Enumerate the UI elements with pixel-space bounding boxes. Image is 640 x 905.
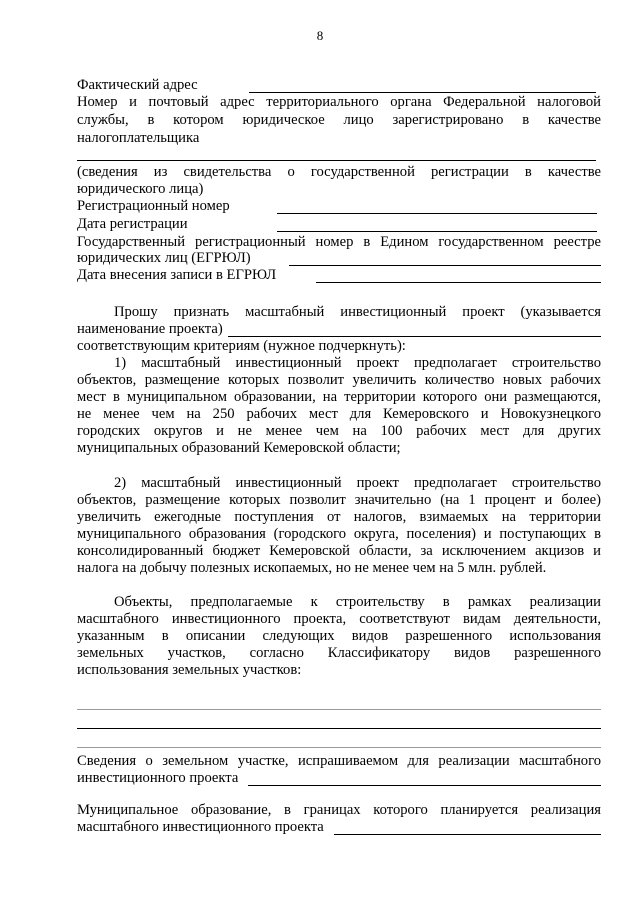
egrul-date-field[interactable] xyxy=(316,282,601,283)
criterion-1-line-6: муниципальных образований Кемеровской области; xyxy=(77,440,401,456)
criterion-2-line-6: налога на добычу полезных ископаемых, но не менее чем на 5 млн. рублей. xyxy=(77,560,547,576)
egrul-number-line-2: юридических лиц (ЕГРЮЛ) xyxy=(77,250,251,266)
registration-date-field[interactable] xyxy=(277,231,597,232)
page-number: 8 xyxy=(316,28,324,43)
criterion-1-line-4: не менее чем на 250 рабочих мест для Кемеровского и Новокузнецкого xyxy=(77,406,601,422)
land-plot-line-2: инвестиционного проекта xyxy=(77,770,239,786)
objects-line-4: земельных участков, согласно Классификатору видов разрешенного xyxy=(77,645,601,661)
land-plot-line-1: Сведения о земельном участке, испрашиваемом для реализации масштабного xyxy=(77,753,601,769)
tax-office-line-3: налогоплательщика xyxy=(77,130,200,146)
actual-address-field[interactable] xyxy=(249,92,596,93)
registration-number-label: Регистрационный номер xyxy=(77,198,230,214)
request-line-2: наименование проекта) xyxy=(77,321,223,337)
municipality-field[interactable] xyxy=(334,834,601,835)
criterion-2-line-1: 2) масштабный инвестиционный проект предполагает строительство xyxy=(114,475,601,491)
criterion-1-line-5: городских округов и не менее чем на 100 рабочих мест для других xyxy=(77,423,601,439)
criterion-1-line-3: мест в муниципальном образовании, на территории которого они размещаются, xyxy=(77,389,601,405)
egrul-date-label: Дата внесения записи в ЕГРЮЛ xyxy=(77,267,277,283)
criterion-2-line-3: увеличить ежегодные поступления от налогов, взимаемых на территории xyxy=(77,509,601,525)
objects-line-1: Объекты, предполагаемые к строительству в рамках реализации xyxy=(114,594,601,610)
registration-note-line-1: (сведения из свидетельства о государственной регистрации в качестве xyxy=(77,164,601,180)
criterion-1-line-2: объектов, размещение которых позволит увеличить количество новых рабочих xyxy=(77,372,601,388)
objects-line-5: использования земельных участков: xyxy=(77,662,302,678)
land-use-field-1[interactable] xyxy=(77,709,601,710)
land-use-field-3[interactable] xyxy=(77,747,601,748)
land-plot-field[interactable] xyxy=(248,785,601,786)
criterion-2-line-2: объектов, размещение которых позволит значительно (на 1 процент и более) xyxy=(77,492,601,508)
criterion-2-line-4: муниципального образования (городского округа, поселения) и поступающих в xyxy=(77,526,601,542)
criterion-1-line-1: 1) масштабный инвестиционный проект предполагает строительство xyxy=(114,355,601,371)
registration-date-label: Дата регистрации xyxy=(77,216,188,232)
objects-line-3: указанным в описании следующих видов разрешенного использования xyxy=(77,628,601,644)
request-line-3: соответствующим критериям (нужное подчеркнуть): xyxy=(77,338,406,354)
land-use-field-2[interactable] xyxy=(77,728,601,729)
tax-office-line-2: службы, в котором юридическое лицо зарегистрировано в качестве xyxy=(77,112,601,128)
registration-note-line-2: юридического лица) xyxy=(77,181,204,197)
criterion-2-line-5: консолидированный бюджет Кемеровской области, за исключением акцизов и xyxy=(77,543,601,559)
egrul-number-field[interactable] xyxy=(289,265,601,266)
egrul-number-line-1: Государственный регистрационный номер в Едином государственном реестре xyxy=(77,234,601,250)
municipality-line-1: Муниципальное образование, в границах которого планируется реализация xyxy=(77,802,601,818)
registration-number-field[interactable] xyxy=(277,213,597,214)
actual-address-label: Фактический адрес xyxy=(77,77,198,93)
objects-line-2: масштабного инвестиционного проекта, соответствуют видам деятельности, xyxy=(77,611,601,627)
request-line-1: Прошу признать масштабный инвестиционный проект (указывается xyxy=(114,304,601,320)
project-name-field[interactable] xyxy=(228,336,601,337)
tax-office-field[interactable] xyxy=(77,160,596,161)
tax-office-line-1: Номер и почтовый адрес территориального органа Федеральной налоговой xyxy=(77,94,601,110)
municipality-line-2: масштабного инвестиционного проекта xyxy=(77,819,324,835)
